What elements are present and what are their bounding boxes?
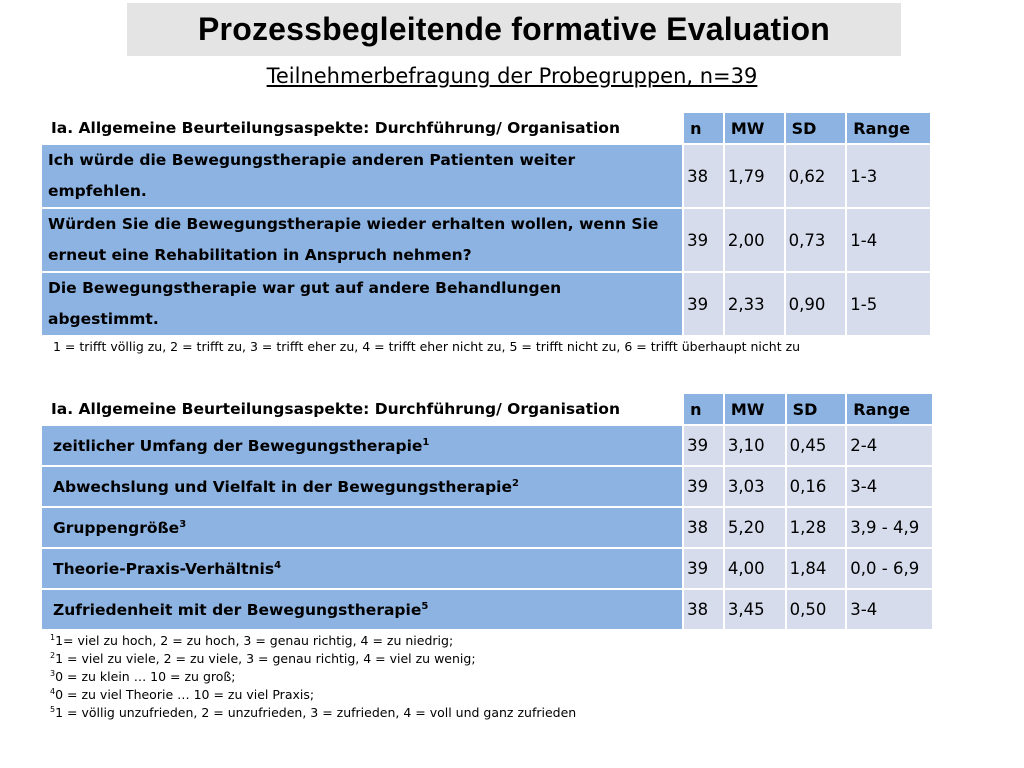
footnote [50, 668, 576, 686]
row-label [41, 589, 683, 630]
row-label [41, 548, 683, 589]
col-header-n: n [683, 112, 724, 144]
cell-sd: 1,28 [786, 507, 847, 548]
footnote-number: 3 [50, 669, 56, 679]
cell-n: 39 [683, 466, 724, 507]
table-general-assessment-2 [40, 392, 934, 631]
col-header-sd: SD [785, 112, 847, 144]
cell-range: 1-5 [846, 272, 931, 336]
table-row [41, 425, 933, 466]
table-row [41, 589, 933, 630]
cell-mw: 1,79 [724, 144, 785, 208]
table-general-assessment-1 [40, 111, 932, 337]
cell-range: 3-4 [846, 589, 933, 630]
footnote-number: 5 [50, 705, 56, 715]
cell-sd: 0,90 [785, 272, 847, 336]
cell-n: 38 [683, 507, 724, 548]
row-label-text: Gruppengröße [53, 518, 180, 537]
row-label-text: Zufriedenheit mit der Bewegungstherapie [53, 600, 422, 619]
cell-n: 38 [683, 589, 724, 630]
table-row [41, 144, 931, 208]
col-header-range: Range [846, 393, 933, 425]
cell-mw: 3,03 [724, 466, 786, 507]
table-heading: Ia. Allgemeine Beurteilungsaspekte: Durchführung/ Organisation [41, 112, 683, 144]
footnote [50, 650, 576, 668]
row-label [41, 507, 683, 548]
row-label-text: Theorie-Praxis-Verhältnis [53, 559, 275, 578]
cell-n: 39 [683, 425, 724, 466]
footnote [50, 704, 576, 722]
footnote [50, 686, 576, 704]
cell-sd: 0,50 [786, 589, 847, 630]
footnote-marker: 2 [512, 477, 519, 489]
footnote-marker: 5 [421, 600, 429, 612]
title-box [127, 3, 901, 56]
table-row [41, 208, 931, 272]
cell-mw: 2,33 [724, 272, 785, 336]
row-label-text: zeitlicher Umfang der Bewegungstherapie [53, 436, 423, 455]
footnote [50, 632, 576, 650]
cell-range: 1-3 [846, 144, 931, 208]
table-header-row [41, 393, 933, 425]
cell-mw: 2,00 [724, 208, 785, 272]
table-header-row [41, 112, 931, 144]
footnote-number: 4 [50, 687, 56, 697]
cell-mw: 3,45 [724, 589, 786, 630]
cell-sd: 0,62 [785, 144, 847, 208]
page-subtitle: Teilnehmerbefragung der Probegruppen, n=39 [266, 64, 758, 88]
col-header-mw: MW [724, 393, 786, 425]
cell-range: 1-4 [846, 208, 931, 272]
footnote-marker: 4 [274, 559, 282, 571]
row-label-text: Abwechslung und Vielfalt in der Bewegungstherapie [53, 477, 513, 496]
table-row [41, 548, 933, 589]
cell-n: 39 [683, 208, 724, 272]
cell-mw: 5,20 [724, 507, 786, 548]
cell-n: 39 [683, 548, 724, 589]
footnote-text: 1 = völlig unzufrieden, 2 = unzufrieden, 3 = zufrieden, 4 = voll und ganz zufrieden [55, 705, 577, 721]
row-label: Würden Sie die Bewegungstherapie wieder erhalten wollen, wenn Sie erneut eine Rehabilitation in Anspruch nehmen? [41, 208, 683, 272]
cell-sd: 0,16 [786, 466, 847, 507]
col-header-mw: MW [724, 112, 785, 144]
footnotes [50, 632, 576, 722]
cell-n: 38 [683, 144, 724, 208]
footnote-text: 0 = zu klein … 10 = zu groß; [55, 669, 236, 685]
table-row [41, 466, 933, 507]
cell-sd: 0,73 [785, 208, 847, 272]
footnote-text: 1= viel zu hoch, 2 = zu hoch, 3 = genau richtig, 4 = zu niedrig; [55, 633, 454, 648]
table-heading: Ia. Allgemeine Beurteilungsaspekte: Durchführung/ Organisation [41, 393, 683, 425]
footnote-number: 1 [50, 632, 56, 642]
footnote-text: 0 = zu viel Theorie … 10 = zu viel Praxis; [55, 687, 315, 703]
footnote-number: 2 [50, 650, 56, 660]
footnote-text: 1 = viel zu viele, 2 = zu viele, 3 = genau richtig, 4 = viel zu wenig; [55, 651, 476, 667]
col-header-sd: SD [786, 393, 847, 425]
page-title: Prozessbegleitende formative Evaluation [198, 11, 830, 47]
table-row [41, 507, 933, 548]
cell-mw: 3,10 [724, 425, 786, 466]
col-header-range: Range [846, 112, 931, 144]
cell-sd: 1,84 [786, 548, 847, 589]
row-label: Ich würde die Bewegungstherapie anderen Patienten weiter empfehlen. [41, 144, 683, 208]
footnote-marker: 1 [422, 436, 430, 448]
cell-range: 3,9 - 4,9 [846, 507, 933, 548]
scale-note: 1 = trifft völlig zu, 2 = trifft zu, 3 = trifft eher zu, 4 = trifft eher nicht zu, 5 = trifft nicht zu, 6 = trifft überhaupt nicht zu [53, 339, 801, 354]
col-header-n: n [683, 393, 724, 425]
cell-sd: 0,45 [786, 425, 847, 466]
footnote-marker: 3 [179, 518, 187, 530]
cell-n: 39 [683, 272, 724, 336]
cell-range: 0,0 - 6,9 [846, 548, 933, 589]
row-label [41, 425, 683, 466]
row-label: Die Bewegungstherapie war gut auf andere Behandlungen abgestimmt. [41, 272, 683, 336]
cell-range: 2-4 [846, 425, 933, 466]
table-row [41, 272, 931, 336]
row-label [41, 466, 683, 507]
cell-range: 3-4 [846, 466, 933, 507]
cell-mw: 4,00 [724, 548, 786, 589]
